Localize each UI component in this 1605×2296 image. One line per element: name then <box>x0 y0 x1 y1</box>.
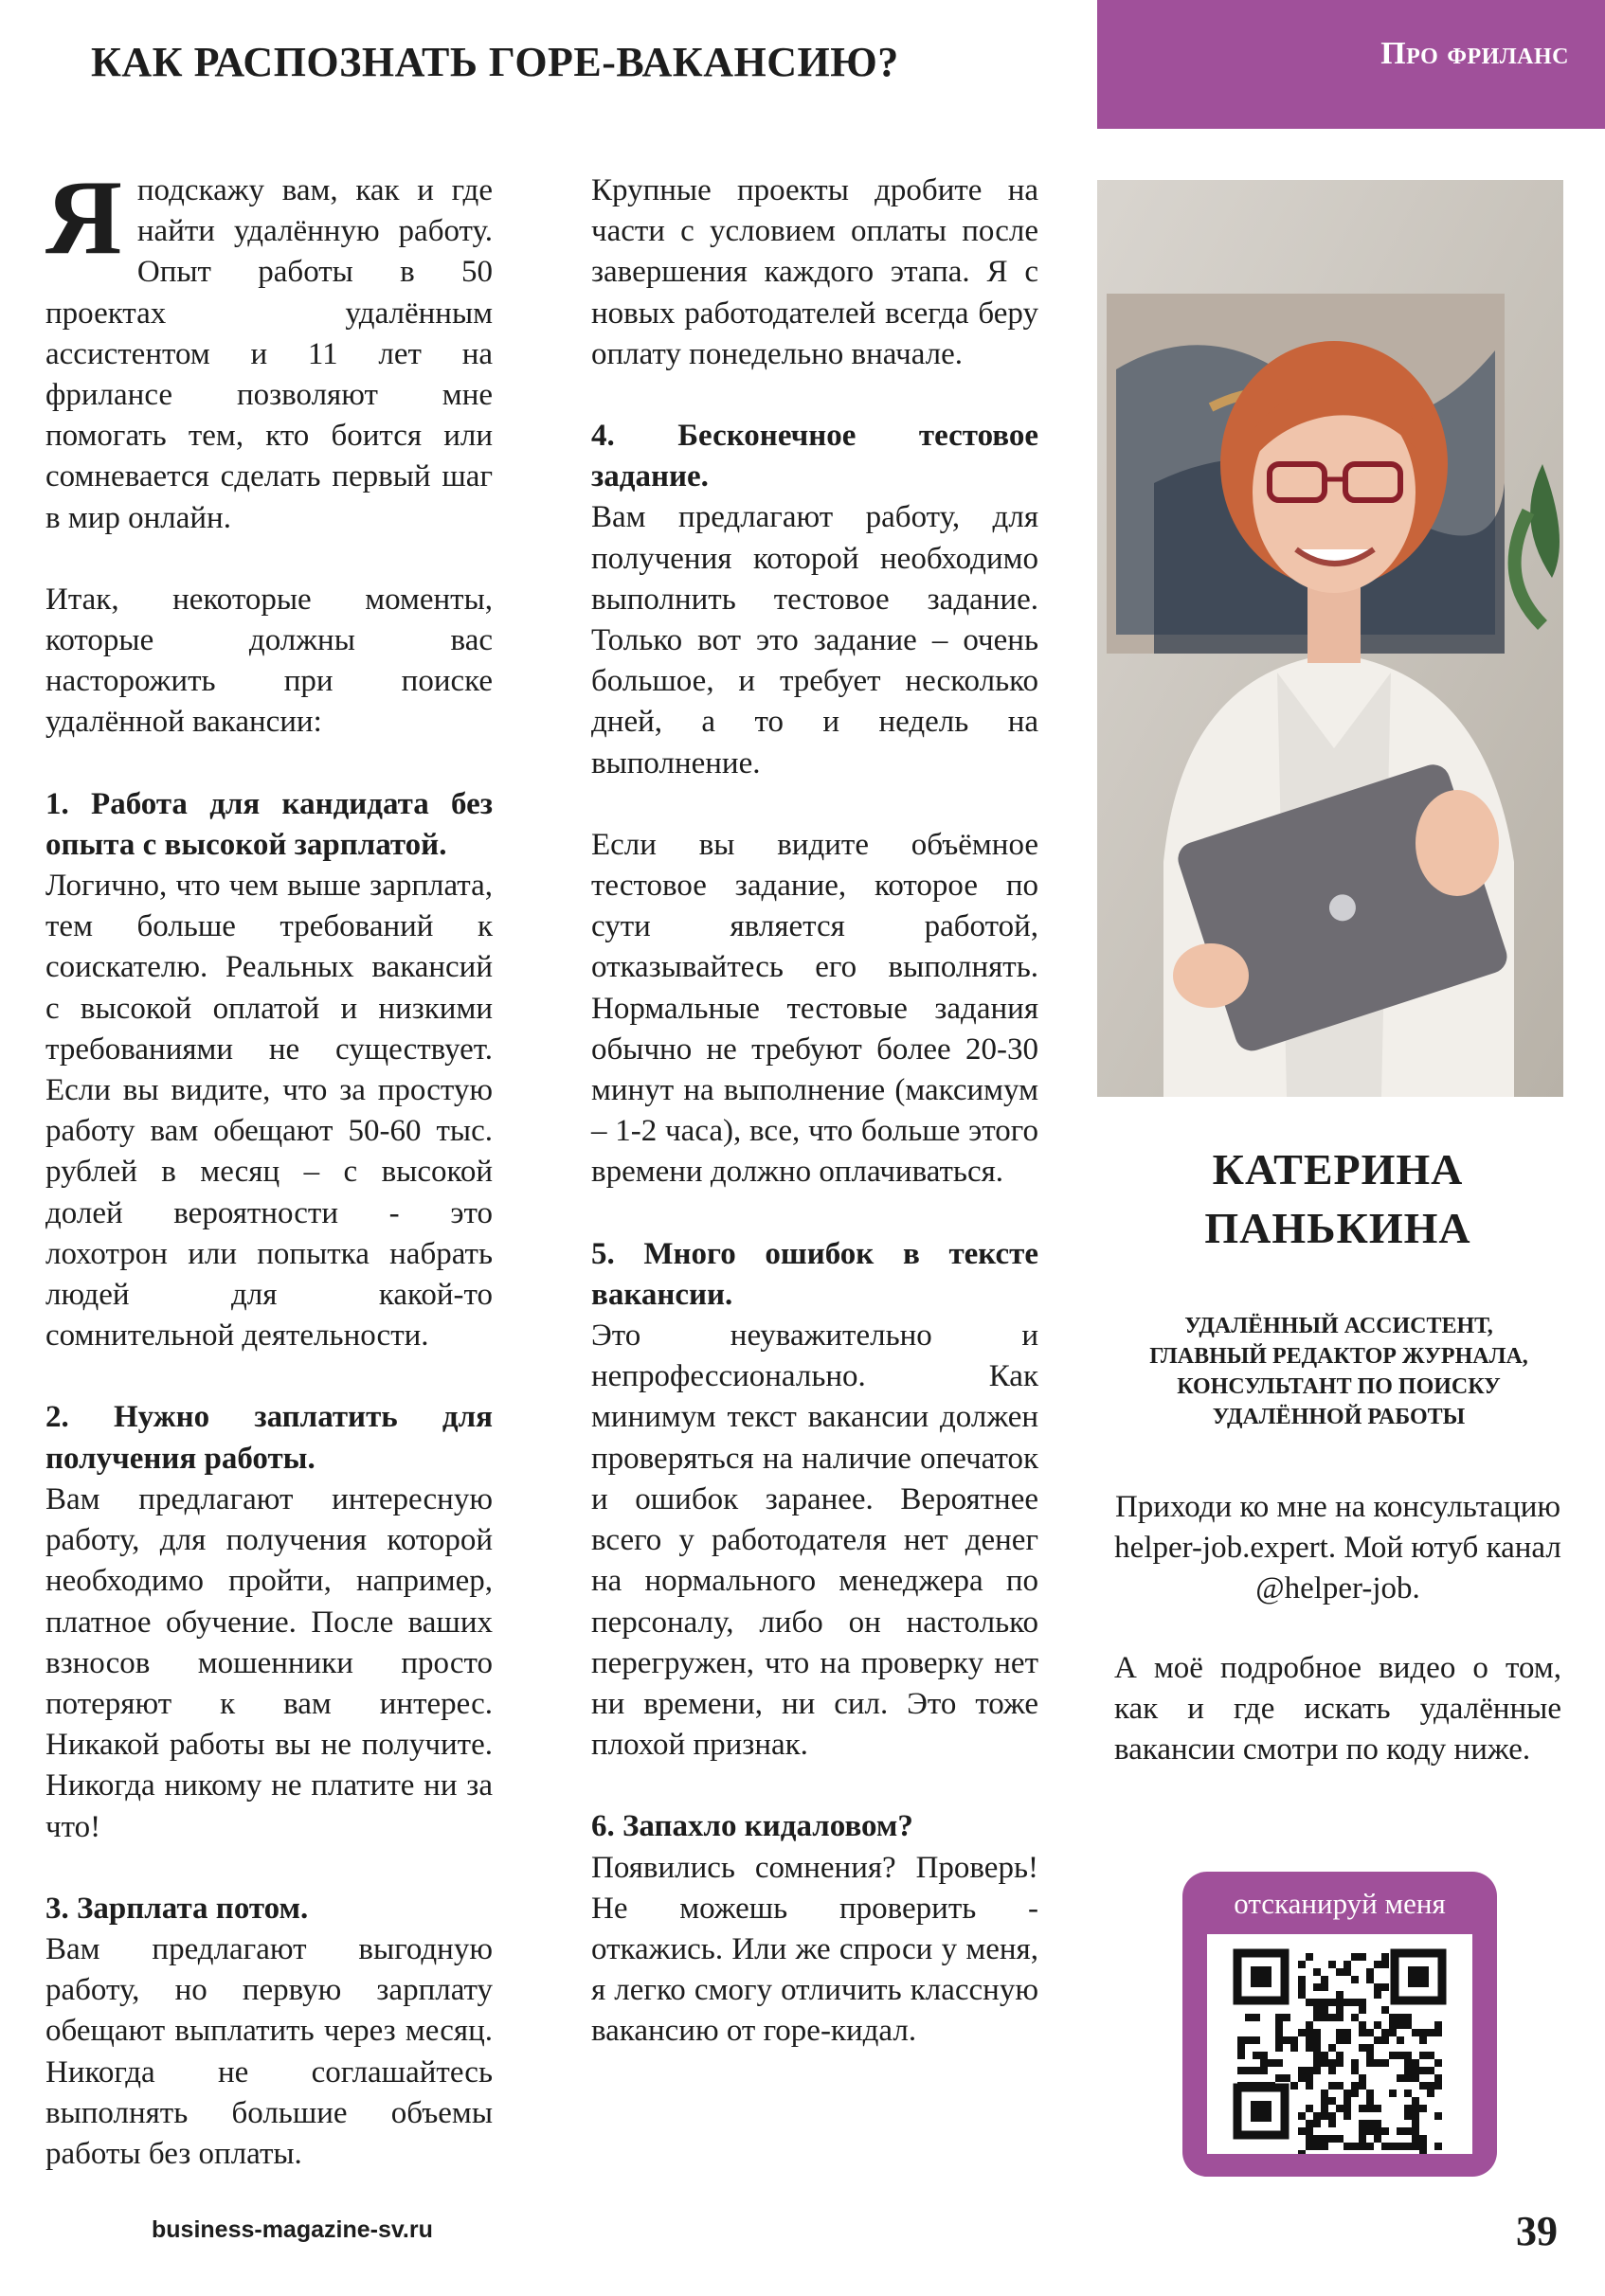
author-role-line-1: УДАЛЁННЫЙ АССИСТЕНТ, <box>1184 1314 1493 1338</box>
qr-module <box>1359 2021 1366 2029</box>
qr-module <box>1351 2059 1359 2067</box>
qr-module <box>1381 2127 1389 2135</box>
qr-module <box>1344 2090 1351 2097</box>
qr-module <box>1328 2120 1336 2127</box>
qr-module <box>1374 2059 1381 2067</box>
author-name-line-2: ПАНЬКИНА <box>1204 1204 1471 1252</box>
qr-module <box>1351 1999 1359 2006</box>
qr-module <box>1275 2036 1283 2044</box>
qr-module <box>1366 2090 1374 2097</box>
point-5-title: 5. Много ошибок в тексте вакансии. <box>591 1236 1038 1312</box>
qr-module <box>1306 2036 1313 2044</box>
point-2-text: Вам предлагают интересную работу, для получения которой необходимо пройти, например, платное обучение. После ваших взносов мошенники просто потеряют к вам интерес. Никакой работы вы не получите. Никогда никому не платите ни за что! <box>45 1481 493 1844</box>
qr-module <box>1321 1976 1328 1983</box>
qr-module <box>1419 2143 1427 2150</box>
qr-module <box>1321 2052 1328 2059</box>
qr-module <box>1427 2082 1434 2090</box>
qr-module <box>1306 2120 1313 2127</box>
qr-module <box>1412 2067 1419 2074</box>
qr-module <box>1321 2112 1328 2120</box>
qr-module <box>1336 2052 1344 2059</box>
qr-module <box>1321 2143 1328 2150</box>
qr-module <box>1344 2036 1351 2044</box>
qr-module <box>1321 2105 1328 2112</box>
qr-module <box>1275 2074 1283 2082</box>
qr-module <box>1427 2052 1434 2059</box>
qr-module <box>1321 2135 1328 2143</box>
video-note: А моё подробное видео о том, как и где искать удалённые вакансии смотри по коду ниже. <box>1114 1651 1561 1767</box>
qr-code[interactable] <box>1207 1934 1472 2154</box>
qr-module <box>1389 2029 1397 2036</box>
qr-module <box>1313 2120 1321 2127</box>
qr-code-icon <box>1207 1934 1472 2154</box>
author-role-line-3: КОНСУЛЬТАНТ ПО ПОИСКУ <box>1177 1374 1501 1399</box>
qr-module <box>1306 2029 1313 2036</box>
qr-module <box>1306 2021 1313 2029</box>
qr-module <box>1381 2143 1389 2150</box>
qr-module <box>1253 2014 1260 2021</box>
qr-module <box>1397 2052 1404 2059</box>
qr-module <box>1412 2112 1419 2120</box>
qr-module <box>1306 2135 1313 2143</box>
qr-module <box>1404 2059 1412 2067</box>
qr-module <box>1344 2143 1351 2150</box>
qr-module <box>1245 2014 1253 2021</box>
rubric-banner <box>1097 0 1605 129</box>
qr-module <box>1366 2143 1374 2150</box>
qr-module <box>1298 1961 1306 1968</box>
point-4-title: 4. Бесконечное тестовое задание. <box>591 419 1038 494</box>
qr-module <box>1313 2036 1321 2044</box>
qr-module <box>1374 2135 1381 2143</box>
point-1-title: 1. Работа для кандидата без опыта с высокой зарплатой. <box>45 786 493 862</box>
qr-module <box>1245 2036 1253 2044</box>
qr-module <box>1237 2036 1245 2044</box>
qr-module <box>1374 1991 1381 1999</box>
qr-module <box>1306 2067 1313 2074</box>
qr-module <box>1344 1999 1351 2006</box>
qr-module <box>1321 2014 1328 2021</box>
qr-module <box>1351 2014 1359 2021</box>
qr-module <box>1419 2135 1427 2143</box>
qr-module <box>1290 2082 1298 2090</box>
qr-module <box>1359 2127 1366 2135</box>
author-photo <box>1097 180 1563 1097</box>
qr-module <box>1366 2052 1374 2059</box>
qr-module <box>1306 2143 1313 2150</box>
qr-module <box>1366 1968 1374 1976</box>
qr-module <box>1374 2127 1381 2135</box>
qr-module <box>1336 2014 1344 2021</box>
qr-module <box>1321 2006 1328 2014</box>
qr-module <box>1336 2059 1344 2067</box>
qr-module <box>1260 2059 1268 2067</box>
qr-module <box>1313 2067 1321 2074</box>
article-column-1 <box>45 159 493 2175</box>
qr-module <box>1412 2120 1419 2127</box>
qr-module <box>1351 2067 1359 2074</box>
qr-module <box>1328 2014 1336 2021</box>
qr-module <box>1404 2112 1412 2120</box>
qr-module <box>1359 1953 1366 1961</box>
qr-module <box>1298 1976 1306 1983</box>
qr-module <box>1389 2052 1397 2059</box>
qr-module <box>1321 1983 1328 1991</box>
author-photo-illustration <box>1097 180 1563 1097</box>
qr-module <box>1366 2120 1374 2127</box>
qr-module <box>1298 1983 1306 1991</box>
qr-module <box>1351 1953 1359 1961</box>
point-5-text: Это неуважительно и непрофессионально. Как минимум текст вакансии должен проверяться на наличие опечаток и ошибок заранее. Вероятнее всего у работодателя нет денег на нормального менеджера по персоналу, либо он настолько перегружен, что на проверку нет ни времени, ни сил. Это тоже плохой признак. <box>591 1318 1038 1763</box>
qr-module <box>1328 2097 1336 2105</box>
qr-module <box>1359 2029 1366 2036</box>
qr-module <box>1298 2150 1306 2154</box>
qr-module <box>1404 2074 1412 2082</box>
author-name-line-1: КАТЕРИНА <box>1212 1145 1464 1193</box>
qr-module <box>1397 2014 1404 2021</box>
qr-module <box>1434 2059 1442 2067</box>
qr-module <box>1381 2059 1389 2067</box>
qr-module <box>1237 2044 1245 2052</box>
qr-module <box>1313 1999 1321 2006</box>
qr-module <box>1253 2052 1260 2059</box>
qr-module <box>1404 2143 1412 2150</box>
qr-module <box>1336 2082 1344 2090</box>
qr-module <box>1328 2082 1336 2090</box>
qr-module <box>1336 2135 1344 2143</box>
author-contact: Приходи ко мне на консультацию helper-job.expert. Мой ютуб канал @helper-job. <box>1114 1490 1561 1606</box>
qr-module <box>1427 2067 1434 2074</box>
point-3-continuation: Крупные проекты дробите на части с условием оплаты после завершения каждого этапа. Я с новых работодателей всегда беру оплату понедельно вначале. <box>591 173 1038 371</box>
qr-module <box>1306 1999 1313 2006</box>
qr-module <box>1359 2082 1366 2090</box>
qr-module <box>1397 2127 1404 2135</box>
point-3-title: 3. Зарплата потом. <box>45 1891 309 1926</box>
qr-module <box>1419 2036 1427 2044</box>
qr-module <box>1275 2029 1283 2036</box>
qr-module <box>1404 2052 1412 2059</box>
qr-module <box>1321 2090 1328 2097</box>
qr-module <box>1381 2006 1389 2014</box>
point-1-text: Логично, что чем выше зарплата, тем больше требований к соискателю. Реальных вакансий с высокой оплатой и низкими требованиями не существует. Если вы видите, что за простую работу вам обещают 50-60 тыс. рублей в месяц – с высокой долей вероятности - это лохотрон или попытка набрать людей для какой-то сомнительной деятельности. <box>45 869 493 1354</box>
point-6-title: 6. Запахло кидаловом? <box>591 1809 913 1844</box>
qr-module <box>1260 2067 1268 2074</box>
qr-module <box>1359 2120 1366 2127</box>
author-name <box>1116 1140 1560 1258</box>
qr-module <box>1389 2021 1397 2029</box>
qr-module <box>1313 2112 1321 2120</box>
qr-module <box>1306 2127 1313 2135</box>
qr-module <box>1344 2097 1351 2105</box>
qr-module <box>1381 1983 1389 1991</box>
qr-module <box>1298 2029 1306 2036</box>
qr-module <box>1283 2036 1290 2044</box>
qr-module <box>1419 2105 1427 2112</box>
qr-module <box>1366 2097 1374 2105</box>
qr-module <box>1397 2074 1404 2082</box>
qr-module <box>1412 2059 1419 2067</box>
rubric-label: Про фриланс <box>1380 36 1569 71</box>
qr-module <box>1374 2120 1381 2127</box>
qr-module <box>1381 2036 1389 2044</box>
author-role <box>1109 1311 1569 1432</box>
qr-module <box>1313 2029 1321 2036</box>
qr-card[interactable] <box>1182 1872 1497 2177</box>
qr-module <box>1253 2067 1260 2074</box>
qr-module <box>1434 2021 1442 2029</box>
qr-module <box>1374 2105 1381 2112</box>
qr-module <box>1336 1999 1344 2006</box>
qr-module <box>1419 2150 1427 2154</box>
qr-module <box>1313 2059 1321 2067</box>
intro-text: подскажу вам, как и где найти удалённую работу. Опыт работы в 50 проектах удалённым ассистентом и 11 лет на фрилансе позволяют мне помогать тем, кто боится или сомневается сделать первый шаг в мир онлайн. <box>45 173 493 535</box>
qr-module <box>1366 1976 1374 1983</box>
qr-module <box>1298 2127 1306 2135</box>
qr-module <box>1306 1953 1313 1961</box>
qr-module <box>1290 2036 1298 2044</box>
qr-module <box>1290 2044 1298 2052</box>
qr-module <box>1283 2014 1290 2021</box>
qr-module <box>1306 2044 1313 2052</box>
qr-module <box>1268 2059 1275 2067</box>
qr-module <box>1366 2105 1374 2112</box>
qr-module <box>1404 2105 1412 2112</box>
qr-module <box>1412 2135 1419 2143</box>
qr-module <box>1412 2143 1419 2150</box>
qr-module <box>1359 2105 1366 2112</box>
qr-module <box>1434 2112 1442 2120</box>
intro-paragraph <box>45 159 493 539</box>
qr-module <box>1336 2029 1344 2036</box>
point-6-text: Появились сомнения? Проверь! Не можешь проверить - откажись. Или же спроси у меня, я легко смогу отличить классную вакансию от горе-кидал. <box>591 1850 1038 2049</box>
qr-module <box>1381 1961 1389 1968</box>
qr-module <box>1404 2021 1412 2029</box>
qr-module <box>1359 2074 1366 2082</box>
qr-module <box>1336 1991 1344 1999</box>
qr-module <box>1427 2029 1434 2036</box>
qr-module <box>1389 2090 1397 2097</box>
qr-module <box>1344 2112 1351 2120</box>
qr-module <box>1344 2105 1351 2112</box>
qr-module <box>1260 2052 1268 2059</box>
qr-module <box>1419 2082 1427 2090</box>
drop-cap: Я <box>45 159 122 277</box>
qr-module <box>1321 2097 1328 2105</box>
qr-module <box>1389 2014 1397 2021</box>
qr-module <box>1298 1991 1306 1999</box>
qr-module <box>1419 2067 1427 2074</box>
point-3-text: Вам предлагают выгодную работу, но первую зарплату обещают выплатить через месяц. Никогда не соглашайтесь выполнять большие объемы работы без оплаты. <box>45 1931 493 2171</box>
qr-module <box>1344 2029 1351 2036</box>
article-column-2 <box>591 170 1038 2053</box>
qr-module <box>1306 2082 1313 2090</box>
qr-module <box>1359 2143 1366 2150</box>
qr-module <box>1313 1983 1321 1991</box>
qr-module <box>1313 2044 1321 2052</box>
qr-module <box>1275 2044 1283 2052</box>
qr-module <box>1253 2036 1260 2044</box>
qr-module <box>1389 2143 1397 2150</box>
intro-paragraph-2: Итак, некоторые моменты, которые должны вас насторожить при поиске удалённой вакансии: <box>45 582 493 740</box>
qr-module <box>1306 2074 1313 2082</box>
qr-module <box>1359 2044 1366 2052</box>
qr-module <box>1427 2090 1434 2097</box>
qr-module <box>1412 2127 1419 2135</box>
qr-module <box>1397 2143 1404 2150</box>
qr-module <box>1313 2135 1321 2143</box>
page-number: 39 <box>1516 2208 1558 2254</box>
qr-module <box>1313 2014 1321 2021</box>
qr-module <box>1404 2090 1412 2097</box>
qr-module <box>1374 1983 1381 1991</box>
qr-module <box>1434 2082 1442 2090</box>
qr-module <box>1237 2052 1245 2059</box>
qr-module <box>1344 1961 1351 1968</box>
qr-module <box>1237 2067 1245 2074</box>
qr-module <box>1336 2036 1344 2044</box>
qr-module <box>1306 2105 1313 2112</box>
qr-module <box>1275 2059 1283 2067</box>
qr-module <box>1344 1968 1351 1976</box>
qr-module <box>1321 2059 1328 2067</box>
qr-module <box>1336 2006 1344 2014</box>
qr-module <box>1397 2036 1404 2044</box>
footer-site: business-magazine-sv.ru <box>152 2216 433 2243</box>
qr-module <box>1366 2029 1374 2036</box>
qr-module <box>1328 2044 1336 2052</box>
qr-module <box>1328 1961 1336 1968</box>
article-headline: КАК РАСПОЗНАТЬ ГОРЕ-ВАКАНСИЮ? <box>91 39 899 85</box>
qr-module <box>1336 2105 1344 2112</box>
qr-module <box>1374 1961 1381 1968</box>
qr-module <box>1328 2135 1336 2143</box>
qr-module <box>1298 2074 1306 2082</box>
qr-module <box>1434 2143 1442 2150</box>
qr-module <box>1275 2021 1283 2029</box>
qr-module <box>1359 2135 1366 2143</box>
qr-module <box>1434 2074 1442 2082</box>
qr-module <box>1374 2021 1381 2029</box>
qr-module <box>1366 2044 1374 2052</box>
qr-module <box>1351 2143 1359 2150</box>
qr-module <box>1351 2090 1359 2097</box>
point-4-text: Вам предлагают работу, для получения которой необходимо выполнить тестовое задание. Только вот это задание – очень большое, и требует несколько дней, а то и недель на выполнение. <box>591 500 1038 780</box>
point-4-text-2: Если вы видите объёмное тестовое задание, которое по сути является работой, отказывайтесь его выполнять. Нормальные тестовые задания обычно не требуют более 20-30 минут на выполнение (максимум – 1-2 часа), все, что больше этого времени должно оплачиваться. <box>591 827 1038 1190</box>
qr-module <box>1412 2029 1419 2036</box>
qr-module <box>1381 1953 1389 1961</box>
qr-module <box>1351 2082 1359 2090</box>
qr-module <box>1359 2006 1366 2014</box>
qr-module <box>1366 2059 1374 2067</box>
qr-module <box>1359 1999 1366 2006</box>
qr-module <box>1313 2006 1321 2014</box>
qr-module <box>1321 1999 1328 2006</box>
author-role-line-4: УДАЛЁННОЙ РАБОТЫ <box>1212 1405 1466 1429</box>
qr-module <box>1313 2143 1321 2150</box>
qr-module <box>1351 1976 1359 1983</box>
qr-module <box>1412 2105 1419 2112</box>
qr-module <box>1336 1968 1344 1976</box>
qr-module <box>1328 2059 1336 2067</box>
author-role-line-2: ГЛАВНЫЙ РЕДАКТОР ЖУРНАЛА, <box>1149 1344 1528 1369</box>
qr-module <box>1404 2014 1412 2021</box>
point-2-title: 2. Нужно заплатить для получения работы. <box>45 1400 493 1476</box>
qr-module <box>1374 2036 1381 2044</box>
qr-module <box>1313 2052 1321 2059</box>
qr-module <box>1434 2029 1442 2036</box>
qr-module <box>1313 1968 1321 1976</box>
qr-module <box>1283 2074 1290 2082</box>
qr-label: отсканируй меня <box>1234 1887 1446 1920</box>
qr-module <box>1412 2074 1419 2082</box>
qr-module <box>1404 2067 1412 2074</box>
qr-module <box>1366 2127 1374 2135</box>
qr-module <box>1397 2021 1404 2029</box>
qr-module <box>1381 2029 1389 2036</box>
qr-module <box>1245 2067 1253 2074</box>
qr-module <box>1298 2067 1306 2074</box>
qr-module <box>1275 2014 1283 2021</box>
qr-module <box>1419 2029 1427 2036</box>
qr-module <box>1412 2097 1419 2105</box>
qr-module <box>1298 2112 1306 2120</box>
qr-module <box>1404 2127 1412 2135</box>
qr-module <box>1328 2067 1336 2074</box>
qr-module <box>1328 2112 1336 2120</box>
qr-module <box>1328 1999 1336 2006</box>
qr-module <box>1419 2052 1427 2059</box>
